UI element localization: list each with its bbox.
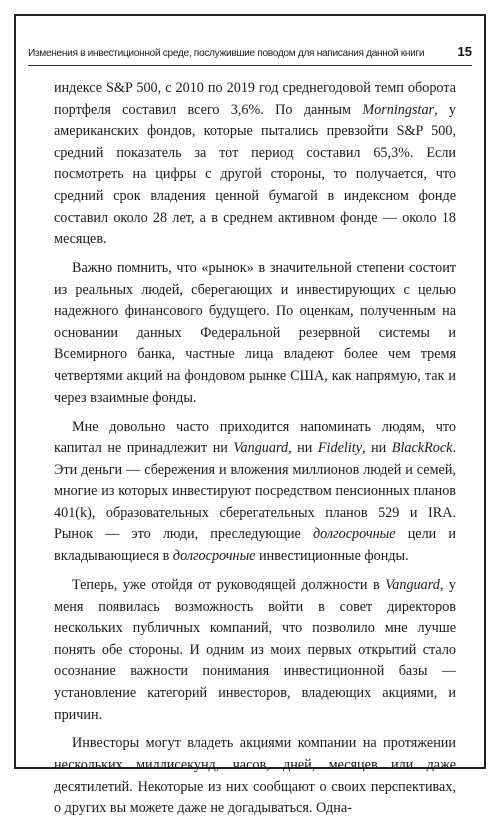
text-run: Инвесторы могут владеть акциями компании на протяжении нескольких миллисекунд, часов, дней, месяцев или даже десятилетий. Некоторые из них сообщают о своих перспективах, о других вы можете даже не догадываться. Одна- bbox=[54, 735, 456, 817]
page-number: 15 bbox=[457, 44, 472, 59]
text-run: инвестиционные фонды. bbox=[255, 548, 409, 565]
paragraph-5 bbox=[54, 733, 456, 819]
text-run: индексе S&P 500, с 2010 по 2019 год среднегодовой темп оборота портфеля составил всего 3,6%. По данным bbox=[54, 80, 456, 118]
text-run: цели и вкладывающиеся в bbox=[54, 526, 456, 565]
header-divider bbox=[28, 65, 472, 66]
text-run: Теперь, уже отойдя от руководящей должности в bbox=[72, 576, 386, 593]
italic-term: долгосрочные bbox=[312, 526, 396, 543]
paragraph-2 bbox=[54, 258, 456, 409]
paragraph-3 bbox=[54, 417, 456, 568]
text-run: Важно помнить, что «рынок» в значительной степени состоит из реальных людей, сберегающих и инвестирующих с целью надежного финансового будущего. По оценкам, полученным на основании данных Федеральной резервной системы и Всемирного банка, частные лица владеют более чем тремя четвертями акций на фондовом рынке США, как напрямую, так и через взаимные фонды. bbox=[54, 260, 456, 406]
text-run: . Эти деньги — сбережения и вложения миллионов людей и семей, многие из которых инвестируют посредством пенсионных планов 401(k), образовательных сберегательных планов 529 и IRA. Рынок — это люди, преследующие bbox=[54, 440, 456, 543]
text-run: , у американских фондов, которые пытались превзойти S&P 500, средний показатель за тот период составил 65,3%. Если посмотреть на цифры с другой стороны, то получается, что средний срок владения ценной бумагой в индексном фонде составил около 28 лет, а в среднем активном фонде — около 18 месяцев. bbox=[54, 101, 456, 248]
italic-term: Morningstar bbox=[362, 101, 435, 118]
italic-term: Vanguard bbox=[233, 440, 289, 457]
text-run: , ни bbox=[362, 440, 392, 457]
paragraph-4 bbox=[54, 575, 456, 726]
body-text bbox=[54, 78, 456, 827]
paragraph-1 bbox=[54, 78, 456, 251]
text-run: Мне довольно часто приходится напоминать людям, что капитал не принадлежит ни bbox=[54, 418, 456, 457]
text-run: , у меня появилась возможность войти в совет директоров нескольких публичных компаний, что позволило мне лучше понять обе стороны. И одним из моих первых открытий стало осознание важности понимания инвестиционной базы — установление категорий инвесторов, владеющих акциями, и причин. bbox=[54, 576, 456, 723]
italic-term: Vanguard bbox=[385, 576, 440, 593]
italic-term: BlackRock bbox=[391, 440, 453, 457]
running-header bbox=[28, 44, 472, 64]
text-run: , ни bbox=[288, 440, 318, 457]
italic-term: долгосрочные bbox=[172, 548, 256, 565]
italic-term: Fidelity bbox=[317, 440, 362, 457]
running-title: Изменения в инвестиционной среде, послужившие поводом для написания данной книги bbox=[28, 48, 425, 59]
